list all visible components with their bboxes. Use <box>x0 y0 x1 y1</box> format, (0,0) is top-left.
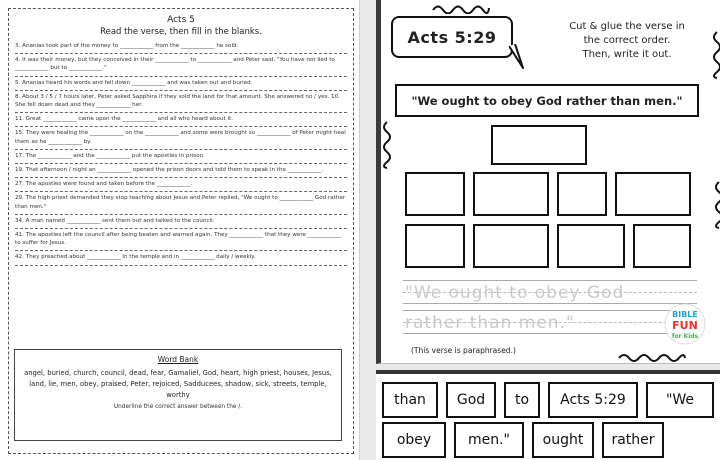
trace-text: rather than men." <box>405 313 575 333</box>
word-card[interactable]: than <box>382 382 438 418</box>
handwriting-line[interactable] <box>403 280 697 304</box>
question-item: 8. About 3 / 5 / 7 hours later, Peter asked Sapphira if they sold the land for that amount. She answered no / yes. 10. She fell down dead and they ____________ her. <box>15 91 347 113</box>
reference-speech-bubble <box>391 16 513 58</box>
word-card[interactable]: God <box>446 382 496 418</box>
squiggle-decoration-icon <box>711 30 720 80</box>
squiggle-decoration-icon <box>381 120 393 170</box>
worksheet-title: Acts 5 <box>167 15 195 25</box>
instruction-line: Cut & glue the verse in <box>569 21 685 32</box>
question-item: 29. The high priest demanded they stop teaching about Jesus and Peter replied, "We ought to ____________ God rather than men." <box>15 192 347 214</box>
word-card[interactable]: obey <box>382 422 446 458</box>
question-item: 5. Ananias heard his words and fell down ____________ and was taken out and buried. <box>15 77 347 91</box>
verse-reference: Acts 5:29 <box>407 27 497 47</box>
word-bank-title: Word Bank <box>157 355 199 364</box>
trace-text: "We ought to obey God <box>405 283 625 303</box>
question-list <box>15 40 347 266</box>
word-bank <box>14 349 342 441</box>
word-card[interactable]: to <box>504 382 540 418</box>
question-item: 4. It was their money, but they conceived in their ____________ to ____________ and Peter said, "You have not lied to ____________ but to ____________." <box>15 54 347 76</box>
glue-box[interactable] <box>491 125 587 165</box>
worksheet-subtitle: Read the verse, then fill in the blanks. <box>100 27 262 37</box>
word-card[interactable]: men." <box>454 422 524 458</box>
instruction-line: Then, write it out. <box>582 49 672 60</box>
handwriting-line[interactable] <box>403 310 697 334</box>
logo-text: FUN <box>672 319 698 332</box>
glue-box[interactable] <box>405 224 465 268</box>
question-item: 19. That afternoon / night an ____________ opened the prison doors and told them to speak in the ____________. <box>15 164 347 178</box>
word-bank-words: angel, buried, church, council, dead, fear, Gamaliel, God, heart, high priest, houses, Jesus, land, lie, men, obey, praised, Peter, rejoiced, Sadducees, shadow, sick, streets, temple, worthy <box>24 369 332 399</box>
instruction-line: the correct order. <box>583 35 671 46</box>
handwriting-lines[interactable] <box>403 280 697 340</box>
question-item: 3. Ananias took part of the money to ____________ from the ____________ he sold. <box>15 40 347 54</box>
squiggle-decoration-icon <box>617 352 687 364</box>
bible-fun-logo-icon <box>663 302 707 346</box>
question-item: 42. They preached about ____________ in the temple and in ____________ daily / weekly. <box>15 251 347 265</box>
word-card[interactable]: "We <box>646 382 714 418</box>
glue-box[interactable] <box>557 172 607 216</box>
question-item: 17. The ____________ and the ____________ put the apostles in prison. <box>15 150 347 164</box>
word-card[interactable]: Acts 5:29 <box>548 382 638 418</box>
question-item: 11. Great ____________ came upon the ____________ and all who heard about it. <box>15 113 347 127</box>
word-card[interactable]: ought <box>532 422 594 458</box>
activity-instructions <box>551 20 703 62</box>
glue-box[interactable] <box>633 224 691 268</box>
glue-box[interactable] <box>473 224 549 268</box>
logo-text: for Kids <box>671 333 699 340</box>
squiggle-decoration-icon <box>431 2 491 14</box>
activity-page <box>376 0 720 364</box>
word-card-strip <box>376 370 720 460</box>
glue-box[interactable] <box>473 172 549 216</box>
logo-text: BIBLE <box>672 310 698 319</box>
question-item: 27. The apostles were found and taken before the ____________. <box>15 178 347 192</box>
glue-box[interactable] <box>615 172 691 216</box>
glue-box[interactable] <box>405 172 465 216</box>
word-card[interactable]: rather <box>602 422 664 458</box>
squiggle-decoration-icon <box>713 180 720 230</box>
verse-text-box: "We ought to obey God rather than men." <box>395 84 699 117</box>
speech-bubble-tail-icon <box>509 44 527 70</box>
glue-box[interactable] <box>557 224 625 268</box>
question-item: 34. A man named ____________ sent them out and talked to the council. <box>15 215 347 229</box>
paraphrase-note: (This verse is paraphrased.) <box>411 346 516 355</box>
question-item: 41. The apostles left the council after being beaten and warned again. They ____________ that they were ____________ to suffer for Jesus. <box>15 229 347 251</box>
question-item: 15. They were healing the ____________ on the ____________ and some were brought so ____________ of Peter might heal them as he ____________ by. <box>15 127 347 149</box>
word-bank-note: Underline the correct answer between the /. <box>113 404 243 410</box>
